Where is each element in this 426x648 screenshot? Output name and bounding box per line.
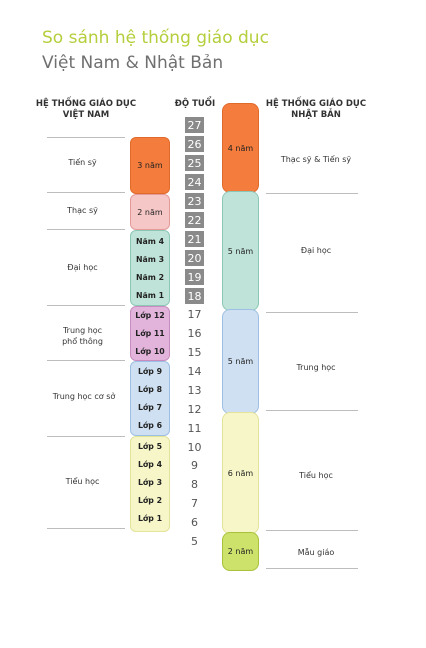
japan-header: [260, 99, 372, 121]
age-cell: 9: [191, 458, 198, 472]
vn-separator: [47, 528, 125, 529]
vn-label-university: Đại học: [67, 263, 98, 272]
age-cell: 5: [191, 534, 198, 548]
jp-label-university: Đại học: [300, 246, 332, 255]
jp-separator: [266, 312, 358, 313]
age-cell: 24: [185, 174, 204, 190]
vn-grade-label: Lớp 2: [137, 495, 163, 505]
vn-grade-label: Năm 2: [135, 272, 165, 282]
age-cell: 15: [187, 345, 202, 359]
vn-grade-label: Lớp 3: [137, 477, 163, 487]
jp-label-high-school: Trung học: [296, 363, 336, 372]
jp-separator: [266, 530, 358, 531]
age-cell: 10: [187, 440, 202, 454]
age-cell: 26: [185, 136, 204, 152]
jp-high-school-block: 5 năm: [222, 309, 259, 414]
vn-label-middle-school: Trung học cơ sở: [52, 392, 116, 401]
age-cell: 25: [185, 155, 204, 171]
age-cell: 18: [185, 288, 204, 304]
vietnam-header: [30, 99, 142, 121]
vietnam-header-line2: VIỆT NAM: [62, 110, 110, 120]
vn-separator: [47, 137, 125, 138]
age-cell: 16: [187, 326, 202, 340]
age-cell: 7: [191, 496, 198, 510]
jp-label-kindergarten: Mẫu giáo: [297, 548, 335, 557]
jp-university-block: 5 năm: [222, 191, 259, 311]
vn-separator: [47, 305, 125, 306]
page-title: So sánh hệ thống giáo dục: [42, 28, 269, 48]
vn-grade-label: Năm 4: [135, 236, 165, 246]
vn-label-doctorate: Tiến sỹ: [68, 158, 97, 167]
age-cell: 27: [185, 117, 204, 133]
age-cell: 11: [187, 421, 202, 435]
jp-label-graduate: Thạc sỹ & Tiến sỹ: [280, 155, 352, 164]
vn-separator: [47, 436, 125, 437]
age-cell: 12: [187, 402, 202, 416]
age-cell: 22: [185, 212, 204, 228]
jp-separator: [266, 193, 358, 194]
age-cell: 19: [185, 269, 204, 285]
vn-grade-label: Lớp 5: [137, 441, 163, 451]
page-subtitle: Việt Nam & Nhật Bản: [42, 53, 224, 73]
vn-separator: [47, 229, 125, 230]
jp-separator: [266, 410, 358, 411]
vn-grade-label: Lớp 6: [137, 420, 163, 430]
age-cell: 17: [187, 307, 202, 321]
age-cell: 14: [187, 364, 202, 378]
vietnam-header-line1: HỆ THỐNG GIÁO DỤC: [35, 99, 137, 109]
vn-label-high-school: [40, 325, 125, 347]
vn-grade-label: Lớp 10: [135, 346, 165, 356]
vn-grade-label: Lớp 8: [137, 384, 163, 394]
vn-grade-label: Lớp 12: [135, 310, 165, 320]
vn-grade-label: Lớp 4: [137, 459, 163, 469]
vn-grade-label: Lớp 1: [137, 513, 163, 523]
jp-label-primary: Tiểu học: [299, 471, 333, 480]
vn-label-high-school-line2: phổ thông: [62, 337, 103, 346]
age-cell: 6: [191, 515, 198, 529]
vn-separator: [47, 192, 125, 193]
age-cell: 21: [185, 231, 204, 247]
vn-grade-label: Lớp 11: [135, 328, 165, 338]
jp-primary-block: 6 năm: [222, 412, 259, 534]
vn-doctorate-block: 3 năm: [130, 137, 170, 194]
vn-master-block: 2 năm: [130, 194, 170, 230]
japan-header-line1: HỆ THỐNG GIÁO DỤC: [265, 99, 367, 109]
jp-kindergarten-block: 2 năm: [222, 532, 259, 571]
jp-graduate-block: 4 năm: [222, 103, 259, 193]
age-cell: 8: [191, 477, 198, 491]
vn-grade-label: Năm 1: [135, 290, 165, 300]
jp-separator: [266, 568, 358, 569]
vn-label-master: Thạc sỹ: [67, 206, 98, 215]
vn-grade-label: Năm 3: [135, 254, 165, 264]
age-cell: 20: [185, 250, 204, 266]
vn-label-high-school-line1: Trung học: [62, 326, 103, 335]
age-cell: 13: [187, 383, 202, 397]
vn-grade-label: Lớp 9: [137, 366, 163, 376]
vn-grade-label: Lớp 7: [137, 402, 163, 412]
age-header: ĐỘ TUỔI: [174, 99, 216, 109]
vn-label-primary: Tiểu học: [65, 477, 100, 486]
japan-header-line2: NHẬT BẢN: [291, 110, 341, 120]
vn-separator: [47, 360, 125, 361]
age-cell: 23: [185, 193, 204, 209]
